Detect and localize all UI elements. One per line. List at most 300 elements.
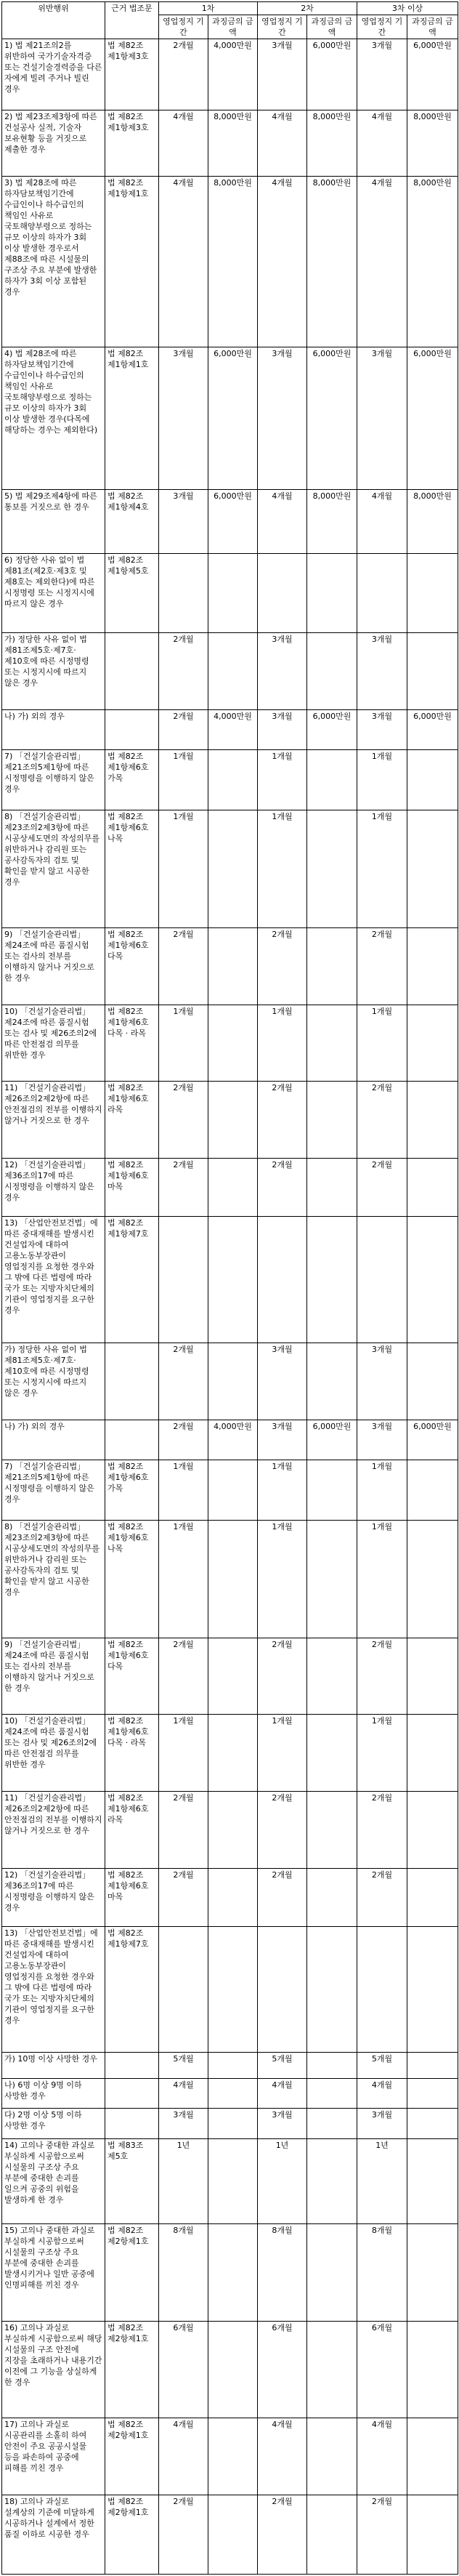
law-cell: 법 제82조 제1항제6호 마목 xyxy=(105,1869,159,1926)
third-period-cell: 3개월 xyxy=(357,632,407,709)
second-fine-cell xyxy=(307,2224,357,2322)
first-period-cell: 2개월 xyxy=(159,709,208,749)
law-cell: 법 제82조 제1항제4호 xyxy=(105,490,159,554)
second-period-cell: 1년 xyxy=(258,2138,307,2223)
law-cell: 법 제82조 제1항제5호 xyxy=(105,554,159,632)
second-period-cell: 3개월 xyxy=(258,347,307,490)
third-period-cell: 2개월 xyxy=(357,1792,407,1869)
table-row xyxy=(2,2224,458,2322)
third-fine-cell xyxy=(407,810,458,927)
violation-cell: 가) 정당한 사유 없이 법 제81조제5호·제7호·제10호에 따른 시정명령 또는 시정지시에 따르지 않은 경우 xyxy=(2,632,105,709)
second-fine-cell xyxy=(307,1638,357,1715)
second-fine-cell xyxy=(307,810,357,927)
third-fine-cell xyxy=(407,1460,458,1520)
table-row xyxy=(2,39,458,110)
first-fine-cell xyxy=(208,1343,258,1420)
third-fine-cell xyxy=(407,1926,458,2053)
table-row xyxy=(2,1159,458,1216)
table-row xyxy=(2,1216,458,1343)
first-fine-cell xyxy=(208,2495,258,2575)
third-fine-cell xyxy=(407,1343,458,1420)
law-cell: 법 제83조 제5호 xyxy=(105,2138,159,2223)
third-period-cell: 2개월 xyxy=(357,1869,407,1926)
second-period-cell: 1개월 xyxy=(258,750,307,810)
law-cell: 법 제82조 제1항제6호 다목 · 라목 xyxy=(105,1005,159,1082)
first-period-cell: 2개월 xyxy=(159,2495,208,2575)
third-fine-cell xyxy=(407,1715,458,1792)
first-fine-cell xyxy=(208,2418,258,2495)
table-row xyxy=(2,347,458,490)
third-period-cell: 2개월 xyxy=(357,927,407,1005)
second-period-cell: 2개월 xyxy=(258,2495,307,2575)
law-cell: 법 제82조 제1항제6호 마목 xyxy=(105,1159,159,1216)
third-fine-cell: 8,000만원 xyxy=(407,177,458,347)
first-fine-cell xyxy=(208,1715,258,1792)
third-period-cell: 4개월 xyxy=(357,2078,407,2109)
second-fine-cell: 8,000만원 xyxy=(307,177,357,347)
third-period-cell xyxy=(357,1216,407,1343)
second-period-cell: 4개월 xyxy=(258,2418,307,2495)
law-cell xyxy=(105,1343,159,1420)
second-fine-cell xyxy=(307,2078,357,2109)
third-period-cell: 2개월 xyxy=(357,1082,407,1159)
table-row xyxy=(2,1792,458,1869)
second-fine-cell: 8,000만원 xyxy=(307,110,357,177)
third-fine-cell xyxy=(407,927,458,1005)
first-period-cell xyxy=(159,554,208,632)
law-cell: 법 제82조 제1항제6호 다목 · 라목 xyxy=(105,1715,159,1792)
first-period-cell: 1년 xyxy=(159,2138,208,2223)
table-row xyxy=(2,750,458,810)
third-period-cell: 1개월 xyxy=(357,1005,407,1082)
third-period-cell: 3개월 xyxy=(357,2109,407,2139)
third-period-cell: 3개월 xyxy=(357,347,407,490)
law-cell: 법 제82조 제1항제6호 가목 xyxy=(105,1460,159,1520)
second-fine-cell xyxy=(307,1460,357,1520)
table-row xyxy=(2,927,458,1005)
violation-cell: 18) 고의나 과실로 설계상의 기준에 미달하게 시공하거나 설계에서 정한 품질 이하로 시공한 경우 xyxy=(2,2495,105,2575)
third-period-cell: 2개월 xyxy=(357,1159,407,1216)
second-period-cell: 2개월 xyxy=(258,1792,307,1869)
second-period-cell: 6개월 xyxy=(258,2321,307,2418)
second-fine-cell xyxy=(307,1715,357,1792)
first-fine-cell: 4,000만원 xyxy=(208,709,258,749)
first-fine-cell xyxy=(208,1638,258,1715)
third-period-cell: 3개월 xyxy=(357,1343,407,1420)
table-row xyxy=(2,2138,458,2223)
violation-cell: 16) 고의나 과실로 부실하게 시공함으로써 해당 시설물의 구조 안전에 지장을 초래하거나 내용기간 이전에 그 기능을 상실하게 한 경우 xyxy=(2,2321,105,2418)
table-row xyxy=(2,1638,458,1715)
header-second: 2차 xyxy=(258,2,357,15)
third-period-cell: 1개월 xyxy=(357,1460,407,1520)
violation-cell: 17) 고의나 과실로 시공관리를 소홀히 하여 안전이 주요 공공시설물 등을 파손하여 공중에 피해를 끼친 경우 xyxy=(2,2418,105,2495)
first-fine-cell xyxy=(208,2109,258,2139)
third-fine-cell xyxy=(407,1082,458,1159)
third-fine-cell xyxy=(407,2109,458,2139)
third-fine-cell xyxy=(407,2138,458,2223)
third-fine-cell: 6,000만원 xyxy=(407,1420,458,1460)
second-fine-cell xyxy=(307,2138,357,2223)
law-cell xyxy=(105,1420,159,1460)
header-third: 3차 이상 xyxy=(357,2,458,15)
violation-cell: 10) 「건설기술관리법」 제24조에 따른 품질시험 또는 검사 및 제26조의2에 따른 안전점검 의무를 위반한 경우 xyxy=(2,1005,105,1082)
second-fine-cell: 6,000만원 xyxy=(307,347,357,490)
second-period-cell: 2개월 xyxy=(258,1638,307,1715)
header-act: 위반행위 xyxy=(2,2,105,39)
third-period-cell: 4개월 xyxy=(357,490,407,554)
third-period-cell: 1개월 xyxy=(357,750,407,810)
violation-cell: 11) 「건설기술관리법」 제26조의2제2항에 따른 안전점검의 전부를 이행하지 않거나 거짓으로 한 경우 xyxy=(2,1792,105,1869)
first-period-cell: 3개월 xyxy=(159,347,208,490)
first-fine-cell xyxy=(208,1869,258,1926)
first-fine-cell xyxy=(208,1926,258,2053)
first-period-cell: 2개월 xyxy=(159,1343,208,1420)
law-cell: 법 제82조 제1항제6호 라목 xyxy=(105,1792,159,1869)
table-row xyxy=(2,1869,458,1926)
second-period-cell: 1개월 xyxy=(258,810,307,927)
law-cell: 법 제82조 제1항제3호 xyxy=(105,110,159,177)
table-row xyxy=(2,2109,458,2139)
table-row xyxy=(2,177,458,347)
second-period-cell: 3개월 xyxy=(258,2109,307,2139)
violation-cell: 8) 「건설기술관리법」 제23조의2제3항에 따른 시공상세도면의 작성의무를 위반하거나 감리원 또는 공사감독자의 검토 및 확인을 받지 않고 시공한 경우 xyxy=(2,1521,105,1638)
law-cell xyxy=(105,2078,159,2109)
violation-cell: 나) 가) 외의 경우 xyxy=(2,709,105,749)
violation-cell: 가) 10명 이상 사망한 경우 xyxy=(2,2053,105,2078)
third-fine-cell: 6,000만원 xyxy=(407,39,458,110)
second-fine-cell: 6,000만원 xyxy=(307,39,357,110)
first-period-cell xyxy=(159,1216,208,1343)
table-row xyxy=(2,1082,458,1159)
third-period-cell: 3개월 xyxy=(357,1420,407,1460)
third-fine-cell xyxy=(407,1792,458,1869)
second-fine-cell xyxy=(307,1216,357,1343)
second-fine-cell xyxy=(307,1082,357,1159)
violation-cell: 12) 「건설기술관리법」 제36조의17에 따른 시정명령을 이행하지 않은 경우 xyxy=(2,1869,105,1926)
table-row xyxy=(2,2053,458,2078)
third-fine-cell xyxy=(407,632,458,709)
law-cell: 법 제82조 제1항제1호 xyxy=(105,177,159,347)
third-fine-cell: 6,000만원 xyxy=(407,709,458,749)
header-fine: 과징금의 금액 xyxy=(208,15,258,39)
table-row xyxy=(2,1005,458,1082)
table-row xyxy=(2,1926,458,2053)
law-cell: 법 제82조 제2항제1호 xyxy=(105,2321,159,2418)
second-period-cell: 3개월 xyxy=(258,709,307,749)
first-period-cell: 3개월 xyxy=(159,2109,208,2139)
first-period-cell: 2개월 xyxy=(159,39,208,110)
first-period-cell: 1개월 xyxy=(159,1521,208,1638)
first-fine-cell: 4,000만원 xyxy=(208,1420,258,1460)
law-cell: 법 제82조 제1항제6호 가목 xyxy=(105,750,159,810)
third-fine-cell xyxy=(407,2418,458,2495)
first-period-cell: 2개월 xyxy=(159,1869,208,1926)
violation-cell: 6) 정당한 사유 없이 법 제81조(제2호·제3호 및 제8호는 제외한다)에 따른 시정명령 또는 시정지시에 따르지 않은 경우 xyxy=(2,554,105,632)
second-period-cell xyxy=(258,554,307,632)
table-row xyxy=(2,1460,458,1520)
third-fine-cell: 6,000만원 xyxy=(407,347,458,490)
first-period-cell: 8개월 xyxy=(159,2224,208,2322)
violation-cell: 2) 법 제23조제3항에 따른 건설공사 실적, 기술자 보유현황 등을 거짓으로 제출한 경우 xyxy=(2,110,105,177)
third-period-cell: 4개월 xyxy=(357,110,407,177)
header-first: 1차 xyxy=(159,2,258,15)
third-fine-cell: 8,000만원 xyxy=(407,490,458,554)
second-fine-cell xyxy=(307,632,357,709)
third-fine-cell xyxy=(407,1005,458,1082)
table-row xyxy=(2,554,458,632)
violation-cell: 9) 「건설기술관리법」 제24조에 따른 품질시험 또는 검사의 전부를 이행하지 않거나 거짓으로 한 경우 xyxy=(2,1638,105,1715)
first-fine-cell: 8,000만원 xyxy=(208,110,258,177)
first-fine-cell xyxy=(208,1460,258,1520)
table-row xyxy=(2,810,458,927)
first-period-cell: 2개월 xyxy=(159,1159,208,1216)
second-period-cell: 8개월 xyxy=(258,2224,307,2322)
second-period-cell: 3개월 xyxy=(258,39,307,110)
sanction-table xyxy=(1,1,458,2575)
law-cell: 법 제82조 제1항제6호 라목 xyxy=(105,1082,159,1159)
second-period-cell xyxy=(258,1216,307,1343)
second-fine-cell xyxy=(307,1521,357,1638)
second-fine-cell xyxy=(307,1005,357,1082)
table-row xyxy=(2,2321,458,2418)
first-fine-cell xyxy=(208,632,258,709)
table-row xyxy=(2,632,458,709)
law-cell: 법 제82조 제1항제3호 xyxy=(105,39,159,110)
violation-cell: 10) 「건설기술관리법」 제24조에 따른 품질시험 또는 검사 및 제26조의2에 따른 안전점검 의무를 위반한 경우 xyxy=(2,1715,105,1792)
header-fine: 과징금의 금액 xyxy=(407,15,458,39)
third-fine-cell xyxy=(407,1216,458,1343)
second-period-cell: 3개월 xyxy=(258,632,307,709)
second-fine-cell: 6,000만원 xyxy=(307,709,357,749)
first-fine-cell xyxy=(208,750,258,810)
table-row xyxy=(2,1715,458,1792)
first-fine-cell xyxy=(208,1005,258,1082)
law-cell: 법 제82조 제2항제1호 xyxy=(105,2224,159,2322)
header-fine: 과징금의 금액 xyxy=(307,15,357,39)
table-row xyxy=(2,1420,458,1460)
first-period-cell: 5개월 xyxy=(159,2053,208,2078)
law-cell: 법 제82조 제1항제7호 xyxy=(105,1926,159,2053)
third-period-cell: 4개월 xyxy=(357,177,407,347)
table-body xyxy=(2,39,458,2575)
law-cell: 법 제82조 제1항제6호 나목 xyxy=(105,1521,159,1638)
second-period-cell xyxy=(258,1926,307,2053)
violation-cell: 15) 고의나 중대한 과실로 부실하게 시공함으로써 시설물의 구조상 주요 부분에 중대한 손괴를 발생시키거나 일반 공중에 인명피해를 끼친 경우 xyxy=(2,2224,105,2322)
first-period-cell: 4개월 xyxy=(159,177,208,347)
table-row xyxy=(2,2418,458,2495)
second-fine-cell xyxy=(307,1343,357,1420)
second-fine-cell: 6,000만원 xyxy=(307,1420,357,1460)
first-period-cell xyxy=(159,1926,208,2053)
table-row xyxy=(2,490,458,554)
header-period: 영업정지 기간 xyxy=(159,15,208,39)
first-fine-cell xyxy=(208,2224,258,2322)
third-fine-cell xyxy=(407,1869,458,1926)
violation-cell: 7) 「건설기술관리법」 제21조의5제1항에 따른 시정명령을 이행하지 않은 경우 xyxy=(2,750,105,810)
second-fine-cell: 8,000만원 xyxy=(307,490,357,554)
first-period-cell: 4개월 xyxy=(159,2078,208,2109)
third-period-cell: 8개월 xyxy=(357,2224,407,2322)
first-fine-cell: 6,000만원 xyxy=(208,347,258,490)
law-cell xyxy=(105,2053,159,2078)
third-fine-cell: 8,000만원 xyxy=(407,110,458,177)
first-fine-cell xyxy=(208,2138,258,2223)
violation-cell: 11) 「건설기술관리법」 제26조의2제2항에 따른 안전점검의 전부를 이행하지 않거나 거짓으로 한 경우 xyxy=(2,1082,105,1159)
law-cell xyxy=(105,632,159,709)
third-fine-cell xyxy=(407,1159,458,1216)
first-period-cell: 1개월 xyxy=(159,810,208,927)
third-period-cell: 1개월 xyxy=(357,1715,407,1792)
first-period-cell: 2개월 xyxy=(159,632,208,709)
third-period-cell: 1개월 xyxy=(357,1521,407,1638)
first-period-cell: 2개월 xyxy=(159,1420,208,1460)
third-period-cell: 2개월 xyxy=(357,1638,407,1715)
third-fine-cell xyxy=(407,2321,458,2418)
violation-cell: 다) 2명 이상 5명 이하 사망한 경우 xyxy=(2,2109,105,2139)
third-fine-cell xyxy=(407,2053,458,2078)
first-fine-cell xyxy=(208,810,258,927)
third-fine-cell xyxy=(407,2078,458,2109)
violation-cell: 13) 「산업안전보건법」에 따른 중대재해를 발생시킨 건설업자에 대하여 고용노동부장관이 영업정지를 요청한 경우와 그 밖에 다른 법령에 따라 국가 또는 지방자치단체의 기관이 영업정지를 요구한 경우 xyxy=(2,1216,105,1343)
second-fine-cell xyxy=(307,2109,357,2139)
violation-cell: 9) 「건설기술관리법」 제24조에 따른 품질시험 또는 검사의 전부를 이행하지 않거나 거짓으로 한 경우 xyxy=(2,927,105,1005)
second-fine-cell xyxy=(307,1159,357,1216)
second-fine-cell xyxy=(307,1926,357,2053)
third-period-cell xyxy=(357,554,407,632)
law-cell: 법 제82조 제1항제6호 다목 xyxy=(105,927,159,1005)
third-period-cell: 6개월 xyxy=(357,2321,407,2418)
third-period-cell: 5개월 xyxy=(357,2053,407,2078)
first-period-cell: 4개월 xyxy=(159,2418,208,2495)
second-fine-cell xyxy=(307,554,357,632)
table-row xyxy=(2,2495,458,2575)
first-period-cell: 1개월 xyxy=(159,750,208,810)
first-fine-cell: 6,000만원 xyxy=(208,490,258,554)
second-fine-cell xyxy=(307,2053,357,2078)
third-period-cell: 3개월 xyxy=(357,39,407,110)
violation-cell: 7) 「건설기술관리법」 제21조의5제1항에 따른 시정명령을 이행하지 않은 경우 xyxy=(2,1460,105,1520)
second-fine-cell xyxy=(307,1792,357,1869)
third-period-cell: 2개월 xyxy=(357,2495,407,2575)
first-fine-cell xyxy=(208,927,258,1005)
third-period-cell xyxy=(357,1926,407,2053)
table-row xyxy=(2,1521,458,1638)
law-cell: 법 제82조 제1항제1호 xyxy=(105,347,159,490)
law-cell xyxy=(105,709,159,749)
first-fine-cell xyxy=(208,1082,258,1159)
third-fine-cell xyxy=(407,2495,458,2575)
law-cell: 법 제82조 제2항제1호 xyxy=(105,2418,159,2495)
header-law: 근거 법조문 xyxy=(105,2,159,39)
first-period-cell: 1개월 xyxy=(159,1005,208,1082)
first-period-cell: 2개월 xyxy=(159,927,208,1005)
second-period-cell: 1개월 xyxy=(258,1715,307,1792)
second-fine-cell xyxy=(307,1869,357,1926)
first-fine-cell xyxy=(208,1521,258,1638)
second-fine-cell xyxy=(307,2495,357,2575)
table-row xyxy=(2,1343,458,1420)
violation-cell: 4) 법 제28조에 따른 하자담보책임기간에 수급인이나 하수급인의 책임인 사유로 국토해양부령으로 정하는 규모 이상의 하자가 3회 이상 발생한 경우(다목에 해당하는 경우는 제외한다) xyxy=(2,347,105,490)
third-period-cell: 3개월 xyxy=(357,709,407,749)
violation-cell: 가) 정당한 사유 없이 법 제81조제5호·제7호·제10호에 따른 시정명령 또는 시정지시에 따르지 않은 경우 xyxy=(2,1343,105,1420)
second-period-cell: 3개월 xyxy=(258,1343,307,1420)
violation-cell: 3) 법 제28조에 따른 하자담보책임기간에 수급인이나 하수급인의 책임인 사유로 국토해양부령으로 정하는 규모 이상의 하자가 3회 이상 발생한 경우로서 제88조에 따른 시설물의 구조상 주요 부분에 발생한 하자가 3회 이상 포함된 경우 xyxy=(2,177,105,347)
second-fine-cell xyxy=(307,750,357,810)
second-fine-cell xyxy=(307,2418,357,2495)
law-cell: 법 제82조 제1항제7호 xyxy=(105,1216,159,1343)
violation-cell: 나) 6명 이상 9명 이하 사망한 경우 xyxy=(2,2078,105,2109)
second-period-cell: 3개월 xyxy=(258,1420,307,1460)
law-cell: 법 제82조 제1항제6호 나목 xyxy=(105,810,159,927)
first-period-cell: 4개월 xyxy=(159,110,208,177)
table-row xyxy=(2,2078,458,2109)
first-fine-cell xyxy=(208,2321,258,2418)
first-fine-cell xyxy=(208,1792,258,1869)
first-period-cell: 6개월 xyxy=(159,2321,208,2418)
first-period-cell: 2개월 xyxy=(159,1082,208,1159)
first-fine-cell xyxy=(208,1216,258,1343)
second-period-cell: 2개월 xyxy=(258,1869,307,1926)
third-fine-cell xyxy=(407,750,458,810)
first-period-cell: 1개월 xyxy=(159,1460,208,1520)
first-fine-cell xyxy=(208,1159,258,1216)
first-fine-cell: 4,000만원 xyxy=(208,39,258,110)
first-fine-cell: 8,000만원 xyxy=(208,177,258,347)
second-period-cell: 1개월 xyxy=(258,1460,307,1520)
violation-cell: 12) 「건설기술관리법」 제36조의17에 따른 시정명령을 이행하지 않은 경우 xyxy=(2,1159,105,1216)
second-period-cell: 4개월 xyxy=(258,177,307,347)
first-fine-cell xyxy=(208,554,258,632)
violation-cell: 8) 「건설기술관리법」 제23조의2제3항에 따른 시공상세도면의 작성의무를 위반하거나 감리원 또는 공사감독자의 검토 및 확인을 받지 않고 시공한 경우 xyxy=(2,810,105,927)
first-period-cell: 1개월 xyxy=(159,1715,208,1792)
second-period-cell: 2개월 xyxy=(258,1159,307,1216)
third-fine-cell xyxy=(407,554,458,632)
second-fine-cell xyxy=(307,927,357,1005)
second-period-cell: 1개월 xyxy=(258,1521,307,1638)
law-cell xyxy=(105,2109,159,2139)
second-period-cell: 2개월 xyxy=(258,1082,307,1159)
second-period-cell: 4개월 xyxy=(258,110,307,177)
first-period-cell: 3개월 xyxy=(159,490,208,554)
violation-cell: 13) 「산업안전보건법」에 따른 중대재해를 발생시킨 건설업자에 대하여 고용노동부장관이 영업정지를 요청한 경우와 그 밖에 다른 법령에 따라 국가 또는 지방자치단체의 기관이 영업정지를 요구한 경우 xyxy=(2,1926,105,2053)
table-row xyxy=(2,110,458,177)
header-period: 영업정지 기간 xyxy=(258,15,307,39)
violation-cell: 5) 법 제29조제4항에 따른 통보를 거짓으로 한 경우 xyxy=(2,490,105,554)
law-cell: 법 제82조 제1항제6호 다목 xyxy=(105,1638,159,1715)
first-period-cell: 2개월 xyxy=(159,1638,208,1715)
second-period-cell: 1개월 xyxy=(258,1005,307,1082)
second-period-cell: 4개월 xyxy=(258,490,307,554)
law-cell: 법 제82조 제2항제1호 xyxy=(105,2495,159,2575)
second-fine-cell xyxy=(307,2321,357,2418)
third-fine-cell xyxy=(407,2224,458,2322)
violation-cell: 나) 가) 외의 경우 xyxy=(2,1420,105,1460)
first-fine-cell xyxy=(208,2078,258,2109)
first-fine-cell xyxy=(208,2053,258,2078)
second-period-cell: 2개월 xyxy=(258,927,307,1005)
third-period-cell: 4개월 xyxy=(357,2418,407,2495)
violation-cell: 1) 법 제21조의2를 위반하여 국가기술자격증 또는 건설기술경력증을 다른 자에게 빌려 주거나 빌린 경우 xyxy=(2,39,105,110)
table-row xyxy=(2,709,458,749)
first-period-cell: 2개월 xyxy=(159,1792,208,1869)
second-period-cell: 5개월 xyxy=(258,2053,307,2078)
header-period: 영업정지 기간 xyxy=(357,15,407,39)
violation-cell: 14) 고의나 중대한 과실로 부실하게 시공함으로써 시설물의 구조상 주요 부분에 중대한 손괴를 일으켜 공중의 위험을 발생하게 한 경우 xyxy=(2,2138,105,2223)
third-fine-cell xyxy=(407,1638,458,1715)
third-fine-cell xyxy=(407,1521,458,1638)
third-period-cell: 1개월 xyxy=(357,810,407,927)
third-period-cell: 1년 xyxy=(357,2138,407,2223)
